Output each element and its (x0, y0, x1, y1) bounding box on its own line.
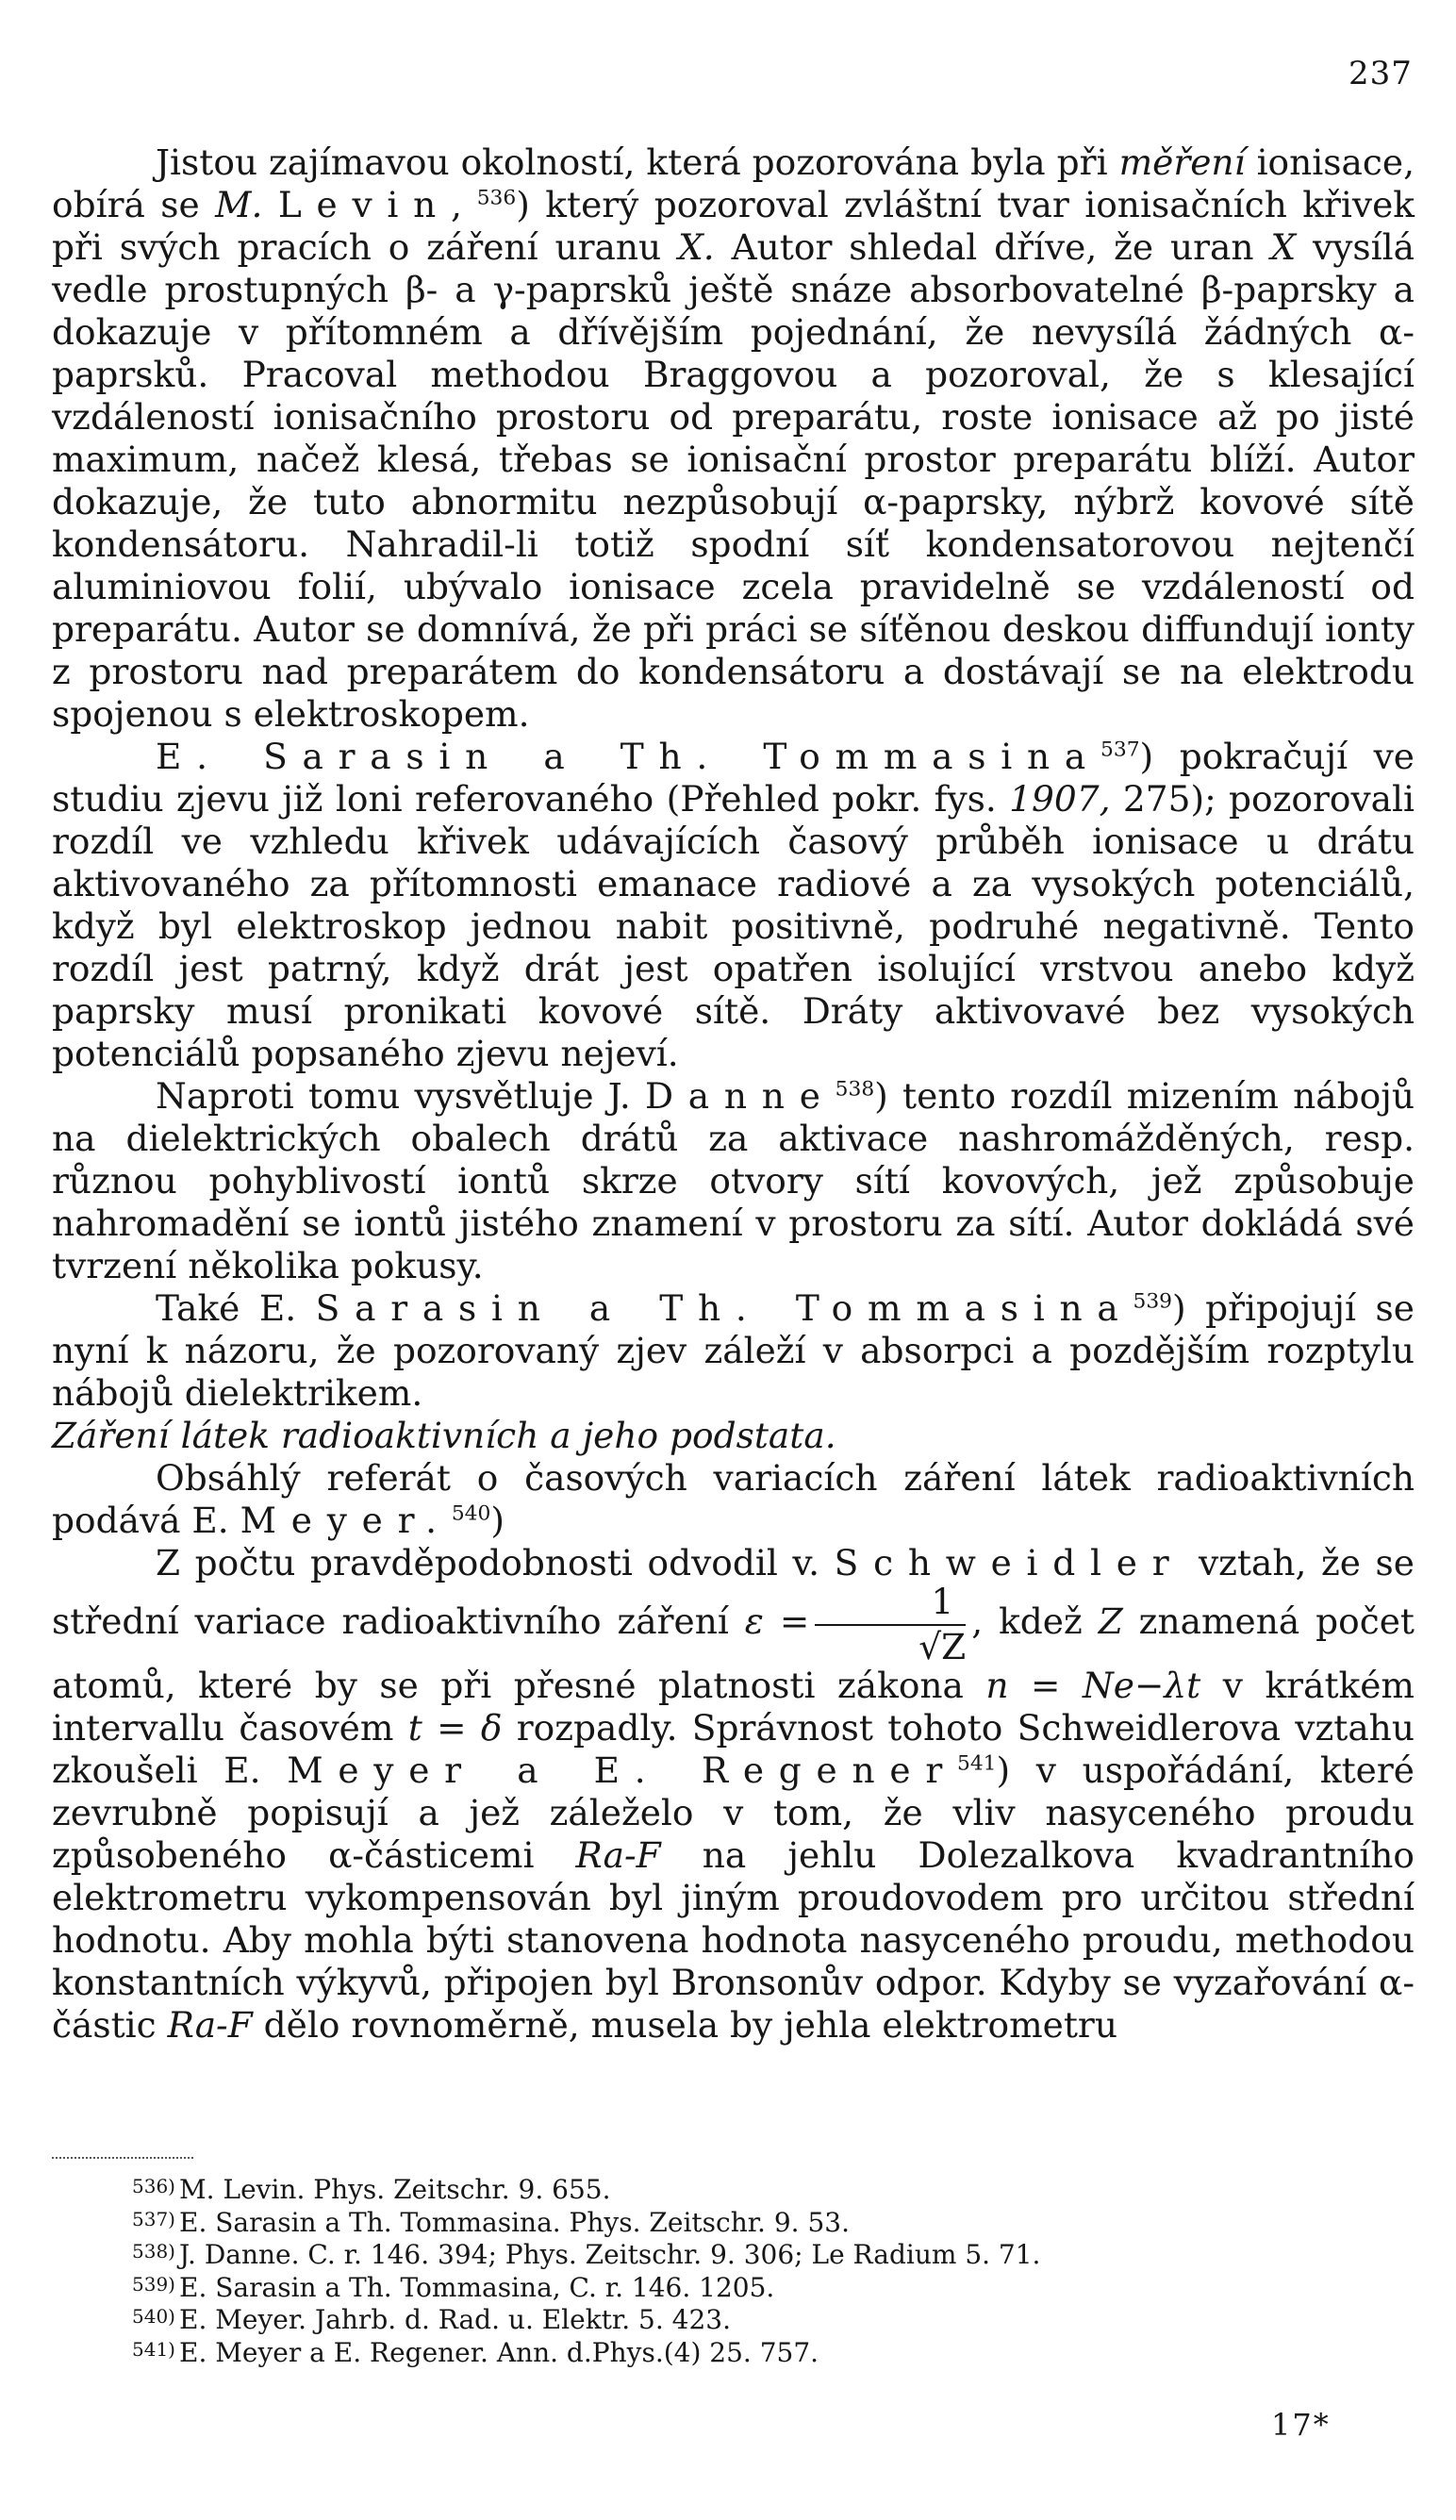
text-run: Naproti tomu vysvětluje J. (156, 1075, 645, 1117)
footnote-text: E. Sarasin a Th. Tommasina, C. r. 146. 1205. (179, 2271, 775, 2303)
paragraph-levin (52, 141, 1415, 736)
text-run: ) tento rozdíl mizením nábojů na dielektrických obalech drátů za aktivace nashromážděných, resp. různou pohyblivostí iontů skrze otvory sítí kovových, jež způsobuje nahromadění se iontů jistého znamení v prostoru za sítí. Autor dokládá své tvrzení několika pokusy. (52, 1075, 1415, 1286)
spaced-author-name: Meyer. (240, 1500, 452, 1541)
text-run: Také E. (156, 1287, 316, 1329)
footnote-text: E. Sarasin a Th. Tommasina. Phys. Zeitschr. 9. 53. (179, 2206, 850, 2238)
text-run: vysílá vedle prostupných β- a γ-paprsků ještě snáze absorbovatelné β-paprsky a dokazuje v přítomném a dřívějším pojednání, že nevysílá žádných α-paprsků. Pracoval methodou Braggovou a pozoroval, že s klesající vzdáleností ionisačního prostoru od preparátu, roste ionisace až po jisté maximum, načež klesá, třebas se ionisační prostor preparátu blíží. Autor dokazuje, že tuto abnormitu nezpůsobují α-paprsky, nýbrž kovové sítě kondensátoru. Nahradil-li totiž spodní síť kondensatorovou nejtenčí aluminiovou folií, ubývalo ionisace zcela pravidelně se vzdáleností od preparátu. Autor se domnívá, že při práci se síťěnou deskou diffundují ionty z prostoru nad preparátem do kondensátoru a dostávají se na elektrodu spojenou s elektroskopem. (52, 226, 1415, 735)
footnote-divider (52, 2157, 193, 2159)
footnote-reference: 538 (835, 1077, 875, 1102)
decay-law-formula: n = Ne−λt (985, 1665, 1201, 1706)
footnote-reference: 537 (1100, 738, 1140, 762)
spaced-author-name: Schweidler (834, 1542, 1184, 1583)
footnote-item (132, 2304, 1415, 2337)
text-run: Z počtu pravděpodobnosti odvodil v. (156, 1542, 835, 1583)
footnote-number: 541) (132, 2337, 175, 2361)
text-run: Obsáhlý referát o časových variacích záření látek radioaktivních podává E. (52, 1457, 1415, 1541)
text-run: Autor shledal dříve, že uran (714, 226, 1271, 268)
page-number: 237 (1348, 55, 1413, 92)
text-run: ) pokračují ve studiu zjevu již loni referovaného (Přehled pokr. fys. (52, 736, 1415, 820)
footnote-reference: 541 (957, 1751, 997, 1776)
text-run: , kdež (971, 1600, 1099, 1642)
interval-formula: t = δ (407, 1707, 503, 1749)
text-run: znamená počet atomů, které by se při přesné platnosti zákona (52, 1600, 1415, 1706)
spaced-author-name: Danne (644, 1075, 836, 1117)
italic-run: měření (1118, 141, 1246, 183)
text-run: ) připojují se nyní k názoru, že pozorovaný zjev záleží v absorpci a pozdějším rozptylu nábojů dielektrikem. (52, 1287, 1415, 1414)
footnote-item (132, 2239, 1415, 2272)
spaced-author-name: E. Sarasin a Th. Tommasina (156, 736, 1101, 777)
italic-run: Z (1098, 1600, 1123, 1642)
fraction-denominator: √Z (918, 1625, 967, 1667)
text-run: ) který pozoroval zvláštní tvar ionisačních křivek při svých pracích o záření uranu (52, 184, 1415, 268)
footnote-item (132, 2207, 1415, 2240)
spaced-author-name: Levin, (277, 184, 477, 225)
footnote-number: 540) (132, 2305, 175, 2328)
italic-run: X (1270, 226, 1297, 268)
footnote-reference: 539 (1133, 1289, 1172, 1314)
footnote-text: E. Meyer. Jahrb. d. Rad. u. Elektr. 5. 423. (179, 2304, 731, 2335)
text-run: 275); pozorovali rozdíl ve vzhledu křivek udávajících časový průběh ionisace u drátu aktivovaného za přítomnosti emanace radiové a za vysokých potenciálů, když byl elektroskop jednou nabit positivně, podruhé negativně. Tento rozdíl jest patrný, když drát jest opatřen isolující vrstvou anebo když paprsky musí pronikati kovové sítě. Dráty aktivovavé bez vysokých potenciálů popsaného zjevu nejeví. (52, 778, 1415, 1074)
fraction-numerator: 1 (815, 1584, 966, 1626)
text-run: na jehlu Dolezalkova kvadrantního elektrometru vykompensován byl jiným proudovodem pro určitou střední hodnotu. Aby mohla býti stanovena hodnota nasyceného proudu, methodou konstantních výkyvů, připojen byl Bronsonův odpor. Kdyby se vyzařování α-částic (52, 1834, 1415, 2046)
paragraph-sarasin-1 (52, 736, 1415, 1075)
paragraph-sarasin-2 (52, 1287, 1415, 1415)
footnote-reference: 536 (476, 186, 517, 210)
italic-run: X. (678, 226, 715, 268)
spaced-author-name: Sarasin a Th. Tommasina (315, 1287, 1133, 1329)
text-run: ) v uspořádání, které zevrubně popisují a jež záleželo v tom, že vliv nasyceného proudu způsobeného α-částicemi (52, 1749, 1415, 1876)
footnote-number: 537) (132, 2207, 175, 2230)
footnote-text: M. Levin. Phys. Zeitschr. 9. 655. (179, 2174, 611, 2205)
spaced-author-name: Meyer a E. Regener (287, 1749, 957, 1791)
footnote-text: E. Meyer a E. Regener. Ann. d.Phys.(4) 25. 757. (179, 2336, 819, 2368)
text-run: dělo rovnoměrně, musela by jehla elektrometru (252, 2004, 1117, 2046)
footnote-item (132, 2337, 1415, 2370)
italic-run: M. (215, 184, 263, 225)
signature-mark: 17* (1271, 2407, 1331, 2443)
italic-run: Ra-F (167, 2004, 253, 2046)
variance-fraction (815, 1581, 967, 1667)
formula-lhs: ε = (744, 1600, 810, 1642)
text-run: vztah, že se střední variace radioaktivního záření (52, 1542, 1415, 1642)
text-run: v krátkém intervallu časovém (52, 1665, 1415, 1749)
text-run: Jistou zajímavou okolností, která pozorována byla při (156, 141, 1119, 183)
text-run: rozpadly. Správnost tohoto Schweidlerova vztahu zkoušeli E. (52, 1707, 1415, 1791)
footnote-reference: 540 (451, 1501, 491, 1526)
paragraph-danne (52, 1075, 1415, 1287)
italic-run: Ra-F (575, 1834, 661, 1876)
footnote-number: 539) (132, 2272, 175, 2296)
paragraph-meyer (52, 1457, 1415, 1542)
footnote-text: J. Danne. C. r. 146. 394; Phys. Zeitschr. 9. 306; Le Radium 5. 71. (179, 2239, 1041, 2270)
body-text (52, 141, 1415, 2047)
footnote-item (132, 2174, 1415, 2207)
footnotes (132, 2174, 1415, 2369)
footnote-item (132, 2272, 1415, 2305)
footnote-number: 536) (132, 2175, 175, 2197)
section-heading: Záření látek radioaktivních a jeho podstata. (52, 1415, 836, 1456)
footnote-number: 538) (132, 2240, 175, 2263)
paragraph-schweidler (52, 1542, 1415, 2047)
text-run: ionisace, obírá se (52, 141, 1415, 225)
italic-run: 1907, (1009, 778, 1111, 820)
text-run: ) (490, 1500, 505, 1541)
